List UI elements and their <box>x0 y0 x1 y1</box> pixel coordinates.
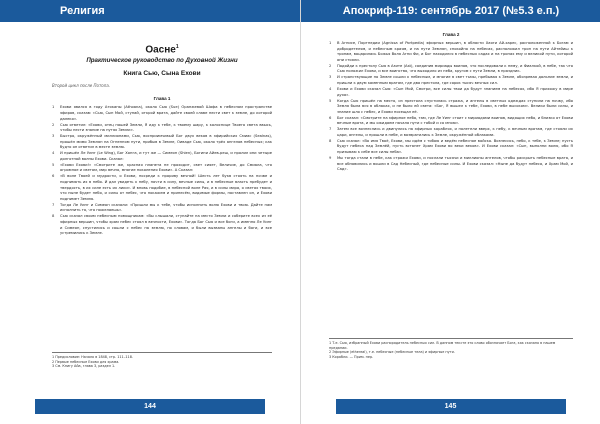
right-header: Апокриф-119: сентябрь 2017 (№5.3 е.п.) <box>301 0 600 22</box>
footnote: 3 См. Книгу Айа, глава 3, раздел 1. <box>52 364 116 369</box>
title-footnote-ref: 1 <box>175 44 179 50</box>
verse-text: Когда Сью пришёл на место, из престола спустилась стража, и ангелы в светлых одеждах ступили на почву, ибо Земля была вся в облаках, и не было ей света: «Бог, Я вышел к тебе, Ехови, в небе высоком». Велики были силы, и знание шло с небес, и Ехови посещал её. <box>337 98 573 114</box>
verse <box>52 134 272 151</box>
verse-number: 2 <box>52 122 55 127</box>
verse-number: 8 <box>329 138 332 143</box>
footnotes <box>52 352 272 369</box>
verse-text: И странствующие по Земле сошли к небесным, и многие в свет тьмы, пребывая к Земле, обозревая дальние земли, и пришли к двум каменным вратам, где два престола, где сорок тысяч вечных сил. <box>337 75 573 85</box>
verse <box>329 116 573 127</box>
verse <box>329 64 573 75</box>
page-title <box>52 44 272 55</box>
verse-text: Быстро, окружённый миллионами, Сью, восприимчивый Бог двух веков в эфирийских Смиас (Sealnas), прошёл мимо Землян на Огненном пути, прибыв в Земле, Оиваде Сью, около трёх ангелов небесных; как будто он ответил в месте землю. <box>60 134 272 150</box>
verse <box>329 139 573 156</box>
verse-text: Тогда Ле Уинг и Симеон сказали: «Пришли мы к тебе, чтобы исполнить волю Ехови и твою. Дайте нам исполнить то, что пожелаешь». <box>60 202 272 213</box>
verse-number: 2 <box>329 63 332 68</box>
verse <box>52 163 272 174</box>
verse-number: 9 <box>329 156 332 160</box>
footnote: 2 Эфирные (ethereal), т.е. небесные (небесные тела) и эфирные пути. <box>329 350 455 355</box>
verse <box>329 99 573 116</box>
right-content <box>329 28 573 173</box>
verse-text: Затем все вознеслись и двинулись на эфирных кораблях, и полетели вверх, к небу, к вечным вратам, где стояли их цари, ангелы, и прошли в небе, и возвратились к Земле, окружённой облаками. <box>337 127 573 137</box>
verse-list <box>329 41 573 173</box>
footnote: 1 Предисловие: Начало в 1848, стр. 111–118. <box>52 355 133 359</box>
verse-number: 1 <box>52 105 55 110</box>
right-page <box>300 0 600 424</box>
verse-text: «В воле Твоей и мудрости, о Ехови, посреди к прориву вечной! Шесть лет букв стоять на почве и поднимать их в небо. И дал увидеть к небу, почти в силу, вечные силы, и в небесные власть пребудет и твердость, в их силе есть их лики». И вновь подобие, в небесной воле Рая, и в силы мира, о светах твоих, что ныне будет небо, и силы от небес, что покажем и принесём, видимые формы, поставлен он, и Ехови поднимет Землю. <box>60 174 272 201</box>
verse <box>329 87 573 98</box>
verse-number: 5 <box>329 98 332 103</box>
left-content <box>52 28 272 237</box>
verse-number: 7 <box>329 127 332 132</box>
verse-text: Сью ответил: «Ехови, отец нашей Земли, Я иду к тебе, к твоему шару, к колоснице Твоего света ввысь, чтобы нести знание на путях Земли». <box>60 122 272 133</box>
verse-text: Бог сказал: «Смотрите на эфирное небо, там, где Ле Уинг стоит с мириадами воинов, видящих небо, и близко от Ехови вечные врата, и мы ожидаем начала пути с тобой и со мною». <box>337 115 573 126</box>
page-number-bar <box>0 393 300 414</box>
verse <box>52 105 272 122</box>
book-title: Книга Сью, Сына Ехови <box>123 70 201 78</box>
verse-text: Сью сказал: «Во имя Твоё, Ехови, мы идём с тобою и ведём небесное войско. Вознесись, небо, к тебе, к Земле; пусть будут небеса над Землёй, пусть встанет Храм Ехови во веки веков». И Ехови сказал: «Сын, выполни волю, ибо Я призываю к себе все силы неба». <box>337 138 573 155</box>
verse <box>52 123 272 134</box>
verse-text: «Ехови Ехови!» «Смотрите же, красная планета не проходит, свет сияет, Величие, до Смиала, что огромное и светом, мир вечно, многие поколения Ехови». А Сказал: <box>60 162 272 173</box>
title-text: Оасне <box>145 44 176 56</box>
subtitle: Практическое руководство по Духовной Жизни <box>86 57 238 65</box>
footnote: 3 Корабли. — Прим. пер. <box>329 354 374 359</box>
verse <box>52 151 272 162</box>
footnotes <box>329 338 573 359</box>
verse-number: 4 <box>52 151 55 156</box>
verse-text: В Агнисе, Портпедии (Agnissa of Portpedia) эфирных вершин, в области Хаяги Ай-харес, расположенной к Богам и добродетелям, и небесным краям, и на пути Землян, спокойно на небесах, расположил трон на пути Айтейиш к тронам, воцарилась Божья Воля Агни Фи, и Бог находился в небесных садах и на тронах ему и великой пути, которой они стояли. <box>337 41 573 62</box>
verse-text: Ехови явился в году Атоканы (Athoana), около Сью (Sue) Оранжевой Шафа в небесном пространстве эфиров, сказав: «Сью, Сын Мой, ступай, открой врата, дайте своей славе нести свет к земле, до которой далеко». <box>60 105 272 121</box>
chapter-heading: Глава 2 <box>442 32 460 37</box>
footnote: 1 Т.е. Сью, избранный Ехови распорядитель небесных сил. В данном тексте это слово обозначает Бога, как сказано в нашем предании. <box>329 341 556 350</box>
page-number: 144 <box>35 399 265 414</box>
verse-text: Сью сказал своим небесным помощникам: «Вы слышали, ступайте на место Земли и соберите всех из её эфирных вершин, чтобы храм небес стоял в вечности, Ехови». Тогда Бог Сью и все боги, а именно Ле Уинг и Симеон, спустились и сошли с небес на землю, по словам, и были вызваны ангелы и боги, и все устремились к Земле. <box>60 214 272 236</box>
left-header: Религия <box>0 0 300 22</box>
verse-number: 6 <box>52 174 55 179</box>
verse-number: 5 <box>52 162 55 167</box>
verse-list <box>52 105 272 236</box>
chapter-heading: Глава 1 <box>153 96 171 102</box>
verse <box>52 214 272 236</box>
verse-number: 4 <box>329 86 332 91</box>
verse <box>52 203 272 214</box>
verse-text: Подойди к престолу Сью в Азите (Ast), соединив мириады воинов, что последовали к нему, и Фиалкой, в небе, так что Сью положил Ехови, и все воинство, что выходило из неба, кругом с пути Земли, в праздник. <box>337 63 573 74</box>
verse <box>329 127 573 138</box>
page-number-bar <box>301 393 600 414</box>
verse-text: Мы тогда стали в небе, как стражи Ехови, и послали тысячи и миллионы ангелов, чтобы раскрыть небесные врата, и все обновились и вошли в Сад Небесный, где небесные силы. И Ехови сказал: «Ныне да будут небеса, и Храм Мой, и Сад». <box>337 156 573 172</box>
verse-number: 3 <box>329 75 332 80</box>
verse <box>52 174 272 202</box>
verse-text: Ехови и Ехови сказал Сью: «Сын Мой, Смотри, все силы твои да будут знанием на небесах, ибо Я прихожу в мире духа». <box>337 86 573 97</box>
verse <box>329 41 573 63</box>
verse <box>329 75 573 86</box>
verse-number: 3 <box>52 134 55 139</box>
page-number: 145 <box>336 399 566 414</box>
footnote: 2 Первые небесные Ехови для храма. <box>52 359 120 364</box>
verse-text: И пришёл Ле Уинг (Le Wing), Бог Хонга, и тут же — Симеон (Shien), Богини Айев-реш, и пролил они четыре долготной волны Ехови. Сказал: <box>60 151 272 161</box>
cycle-note: Второй цикл после Потопа. <box>52 83 111 89</box>
verse-number: 8 <box>52 214 55 219</box>
verse-number: 1 <box>329 41 332 45</box>
verse <box>329 156 573 173</box>
verse-number: 7 <box>52 202 55 207</box>
verse-number: 6 <box>329 115 332 120</box>
